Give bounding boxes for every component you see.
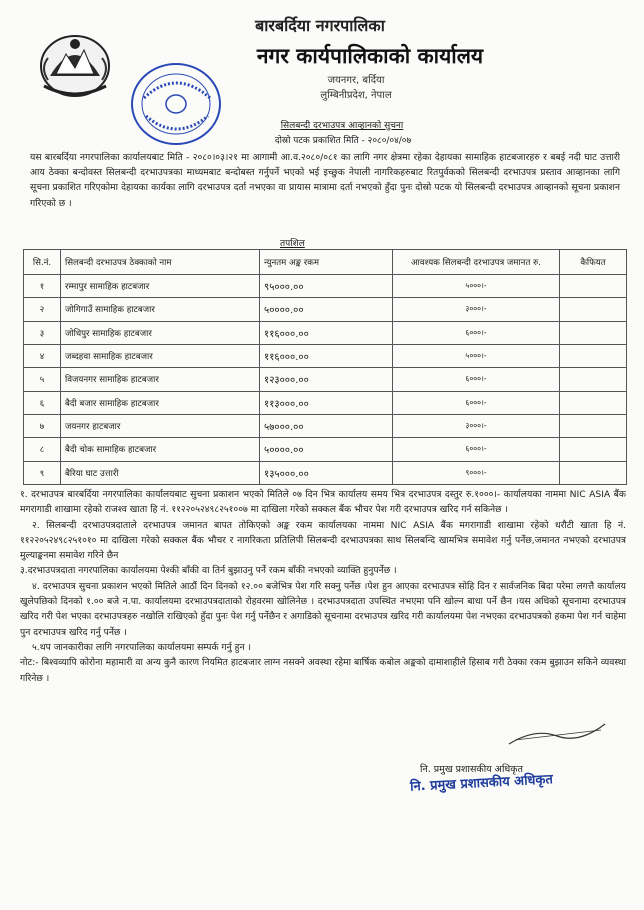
table-row	[24, 275, 627, 298]
row-deposit: ६०००।-	[393, 391, 560, 414]
office-address	[256, 73, 456, 103]
address-line-1: जयनगर, बर्दिया	[327, 75, 385, 86]
col-header-remarks: कैफियत	[560, 250, 627, 275]
table-row	[24, 321, 627, 344]
row-amount: ५००००.००	[260, 438, 393, 461]
row-deposit: ९०००।-	[393, 461, 560, 484]
row-amount: ११३०००.००	[260, 391, 393, 414]
row-amount: ५७०००.००	[260, 414, 393, 437]
row-sn: ६	[24, 391, 61, 414]
table-row	[24, 438, 627, 461]
nepal-emblem-icon	[36, 28, 114, 100]
signatory-stamp: नि. प्रमुख प्रशासकीय अधिकृत	[409, 772, 554, 795]
row-remarks	[560, 368, 627, 391]
col-header-deposit: आवश्यक सिलबन्दी दरभाउपत्र जमानत रु.	[393, 250, 560, 275]
note-4: ४. दरभाउपत्र सुचना प्रकाशन भएको मितिले आठौं दिन दिनको १२.०० बजेभित्र पेश गरि सक्नु पर्नेछ ।पेश हुन आएका दरभाउपत्र सोहि दिन र सार्वजनिक बिदा परेमा लगत्तै कार्यालय खुलेपछिको दिनको १.०० बजे न.पा. कार्यालयमा दरभाउपत्रदाताको रोहवरमा खोलिनेछ । दरभाउपत्रदाता उपस्थित नभएमा पनि खोल्न बाधा पर्ने छैन ।यस अधिको सूचनामा दरभाउपत्र खरिद गरी पेश भएका दरभाउपत्रहरु नखोलि राखिएको हुँदा पुनः पेश गर्नु पर्नेछैन र अगाडिको सूचनामा दरभाउपत्र खरिद गरी कार्यालयमा पेश नभएका दरभाउपत्रको हकमा पेश गर्न चाहेमा पुन दरभाउपत्र खरिद गर्नु पर्नेछ ।	[20, 580, 626, 638]
table-row	[24, 391, 627, 414]
row-sn: ५	[24, 368, 61, 391]
row-remarks	[560, 275, 627, 298]
row-name: बैदी चोक सामाहिक हाटबजार	[61, 438, 260, 461]
row-name: विजयनगर सामाहिक हाटबजार	[61, 368, 260, 391]
row-name: जब्दहवा सामाहिक हाटबजार	[61, 344, 260, 367]
row-amount: ९५०००.००	[260, 275, 393, 298]
office-title: नगर कार्यपालिकाको कार्यालय	[256, 44, 484, 68]
col-header-sn: सि.नं.	[24, 250, 61, 275]
col-header-name: सिलबन्दी दरभाउपत्र ठेक्काको नाम	[61, 250, 260, 275]
row-amount: ११६०००.००	[260, 321, 393, 344]
row-amount: ११६०००.००	[260, 344, 393, 367]
row-remarks	[560, 438, 627, 461]
note-5: ५.थप जानकारीका लागि नगरपालिका कार्यालयमा सम्पर्क गर्नु हुन ।	[32, 641, 252, 653]
row-deposit: ६०००।-	[393, 438, 560, 461]
row-sn: ४	[24, 344, 61, 367]
row-name: रम्मापुर सामाहिक हाटबजार	[61, 275, 260, 298]
row-sn: ३	[24, 321, 61, 344]
tender-table	[23, 249, 627, 485]
table-header-row	[24, 250, 627, 275]
row-amount: ५००००.००	[260, 298, 393, 321]
row-deposit: ५०००।-	[393, 344, 560, 367]
row-sn: ७	[24, 414, 61, 437]
note-2: २. सिलबन्दी दरभाउपत्रदाताले दरभाउपत्र जमानत बापत तोकिएको अङ्क रकम कार्यालयका नाममा NIC ASIA बैंक मगरागाडी शाखामा रहेको धरौटी खाता हि नं. ११२२०५२४९८२५१०१० मा दाखिला गरेको सक्कल बैंक भौचर र नागरिकता प्रतिलिपी सिलबन्दी दरभाउपत्रका साथ सिलबन्दि खामभित्र समावेश गर्नु पर्नेछ,जमानत नभएको दरभाउपत्र मुल्याङ्कनमा समावेश गरिने छैन	[20, 519, 626, 562]
municipality-name: बारबर्दिया नगरपालिका	[255, 16, 385, 35]
row-deposit: ५०००।-	[393, 275, 560, 298]
notes-section	[20, 487, 626, 686]
signatory-title: नि. प्रमुख प्रशासकीय अधिकृत	[420, 764, 523, 775]
row-sn: २	[24, 298, 61, 321]
table-row	[24, 368, 627, 391]
row-deposit: ६०००।-	[393, 368, 560, 391]
row-remarks	[560, 344, 627, 367]
table-row	[24, 414, 627, 437]
row-name: बैरिया घाट उत्तारी	[61, 461, 260, 484]
row-deposit: ३०००।-	[393, 414, 560, 437]
note-corona: नोट:- बिश्वव्यापि कोरोना महामारी वा अन्य कुनै कारण नियमित हाटबजार लाग्न नसक्ने अवस्था रहेमा बार्षिक कबोल अङ्कको दामाशाहीले हिसाब गरी ठेक्का रकम बुझाउन सकिने व्यवस्था गरिनेछ ।	[20, 657, 626, 684]
row-remarks	[560, 414, 627, 437]
row-name: बैदी बजार सामाहिक हाटबजार	[61, 391, 260, 414]
intro-paragraph: यस बारबर्दिया नगरपालिका कार्यालयबाट मिति - २०८०।०३।२१ मा आगामी आ.व.२०८०/०८१ का लागि नगर क्षेत्रमा रहेका देहायका सामाहिक हाटबजारहरु र बबई नदी घाट उत्तारी आय ठेक्का बन्दोवस्त सिलबन्दी दरभाउपत्रका माध्यमबाट बन्दोबस्त गर्नुपर्ने भएको भई इच्छुक नेपाली नागरिकहरुबाट रितपुर्वकको सिलबन्दी दरभाउपत्र प्रस्ताव आव्हानका लागि सूचना प्रकाशित गरिएकोमा देहायका कार्यका लागि दरभाउपत्र दर्ता नभएका वा प्रायास मात्रामा दर्ता नभएकाे हुँदा पुनः दोस्रो पटक यो सिलबन्दी दरभाउपत्र आव्हानको सूचना प्रकाशन गरिएको छ ।	[30, 152, 620, 209]
row-amount: १३५०००.००	[260, 461, 393, 484]
publication-date: दोस्रो पटक प्रकाशित मिति - २०८०/०४/०७	[274, 136, 412, 146]
table-row	[24, 298, 627, 321]
address-line-2: लुम्बिनीप्रदेश, नेपाल	[320, 90, 392, 101]
row-remarks	[560, 391, 627, 414]
row-sn: ८	[24, 438, 61, 461]
table-row	[24, 461, 627, 484]
row-name: जयनगर हाटबजार	[61, 414, 260, 437]
row-remarks	[560, 298, 627, 321]
row-sn: १	[24, 275, 61, 298]
table-row	[24, 344, 627, 367]
row-remarks	[560, 321, 627, 344]
row-deposit: ६०००।-	[393, 321, 560, 344]
row-name: जोगिगाउँ सामाहिक हाटबजार	[61, 298, 260, 321]
row-name: जोधिपुर सामाहिक हाटबजार	[61, 321, 260, 344]
note-3: ३.दरभाउपत्रदाता नगरपालिका कार्यालयमा पेश्की बाँकी वा तिर्न बुझाउनु पर्ने रकम बाँकी नभएको व्याक्ति हुनुपर्नेछ ।	[20, 565, 397, 577]
signature-scribble	[505, 718, 610, 748]
col-header-amount: न्युनतम अङ्क रकम	[260, 250, 393, 275]
note-1: १. दरभाउपत्र बारबर्दिया नगरपालिका कार्यालयबाट सुचना प्रकाशन भएको मितिले ०७ दिन भित्र कार्यालय समय भित्र दरभाउपत्र दस्तुर रु.१०००।- कार्यालयका नाममा NIC ASIA बैंक मगरागाडी शाखामा रहेको राजश्व खाता हि नं. ११२२०५२४९८२५१००७ मा दाखिला गरेको सक्कल बैंक भौचर पेश गरी दरभाउपत्र खरिद गर्न सकिनेछ ।	[20, 489, 626, 516]
notice-title: सिलबन्दी दरभाउपत्र आव्हानको सुचना	[280, 121, 404, 131]
row-sn: ९	[24, 461, 61, 484]
row-deposit: ३०००।-	[393, 298, 560, 321]
table-caption: तपशिल	[280, 239, 305, 249]
row-remarks	[560, 461, 627, 484]
row-amount: १२३०००.००	[260, 368, 393, 391]
